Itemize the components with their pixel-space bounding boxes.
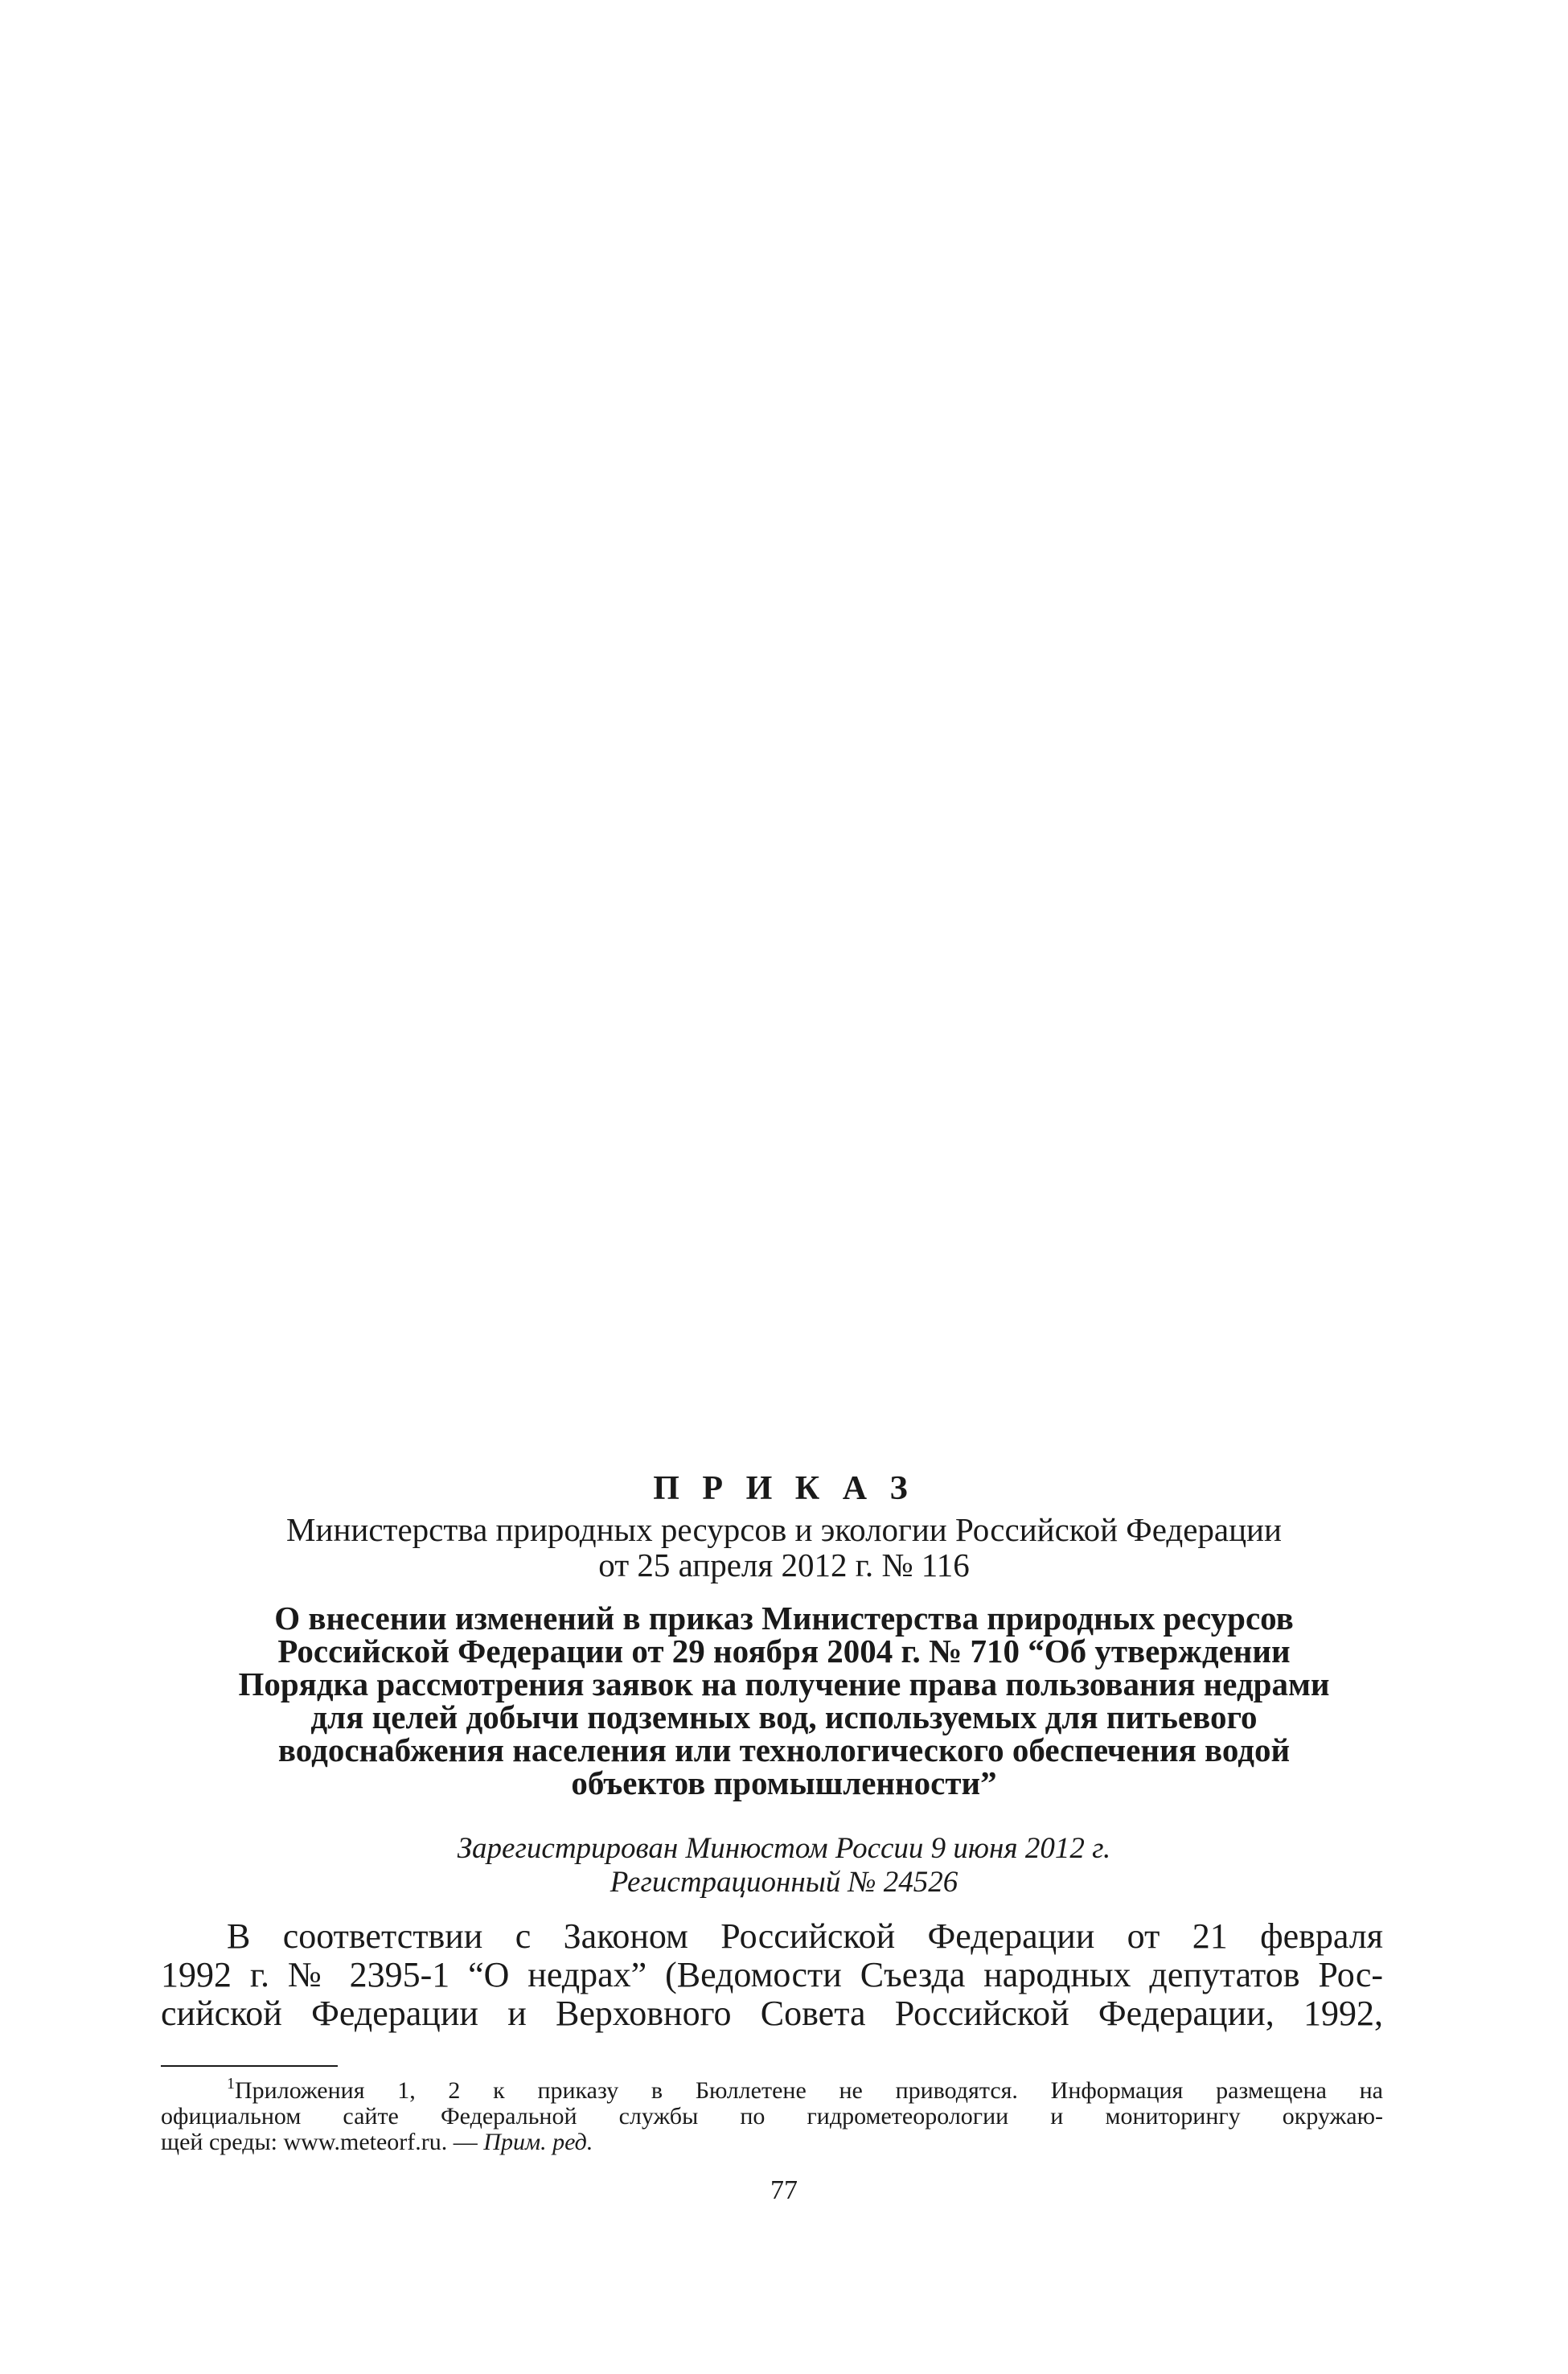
page-number: 77 [770,2175,798,2205]
order-date: от 25 апреля 2012 г. № 116 [598,1546,970,1583]
editor-note: Прим. ред. [483,2129,593,2155]
title-line: для целей добычи подземных вод, используемых для питьевого [310,1698,1258,1735]
footnote-text: щей среды: www.meteorf.ru. — [161,2129,484,2155]
title-line: водоснабжения населения или технологического обеспечения водой [277,1731,1291,1768]
title-line: объектов промышленности” [571,1764,997,1801]
body-line: 1992 г. № 2395-1 “О недрах” (Ведомости Съезда народных депутатов Рос- [161,1955,1383,1994]
registration-note [161,1832,1407,1900]
title-line: Порядка рассмотрения заявок на получение права пользования недрами [238,1665,1330,1702]
footnote-marker: 1 [227,2075,235,2093]
order-heading: П Р И К А З [653,1470,915,1507]
registration-line: Зарегистрирован Минюстом России 9 июня 2012 г. [457,1832,1111,1865]
registration-line: Регистрационный № 24526 [610,1866,958,1899]
body-line: сийской Федерации и Верховного Совета Российской Федерации, 1992, [161,1994,1383,2033]
body-line: В соответствии с Законом Российской Федерации от 21 февраля [227,1916,1383,1956]
footnote [161,2075,1383,2155]
footnote-line [161,2130,1383,2155]
footnote-line: официальном сайте Федеральной службы по гидрометеорологии и мониторингу окружаю- [161,2103,1383,2130]
ministry-name: Министерства природных ресурсов и экологии Российской Федерации [286,1511,1282,1548]
footnote-text: Приложения 1, 2 к приказу в Бюллетене не приводятся. Информация размещена на [235,2077,1383,2104]
title-line: Российской Федерации от 29 ноября 2004 г. № 710 “Об утверждении [277,1633,1291,1670]
title-line: О внесении изменений в приказ Министерства природных ресурсов [274,1600,1294,1637]
footnote-line [161,2075,1383,2104]
footnote-divider [161,2065,338,2067]
order-title [161,1602,1407,1800]
body-paragraph [161,1917,1383,2033]
